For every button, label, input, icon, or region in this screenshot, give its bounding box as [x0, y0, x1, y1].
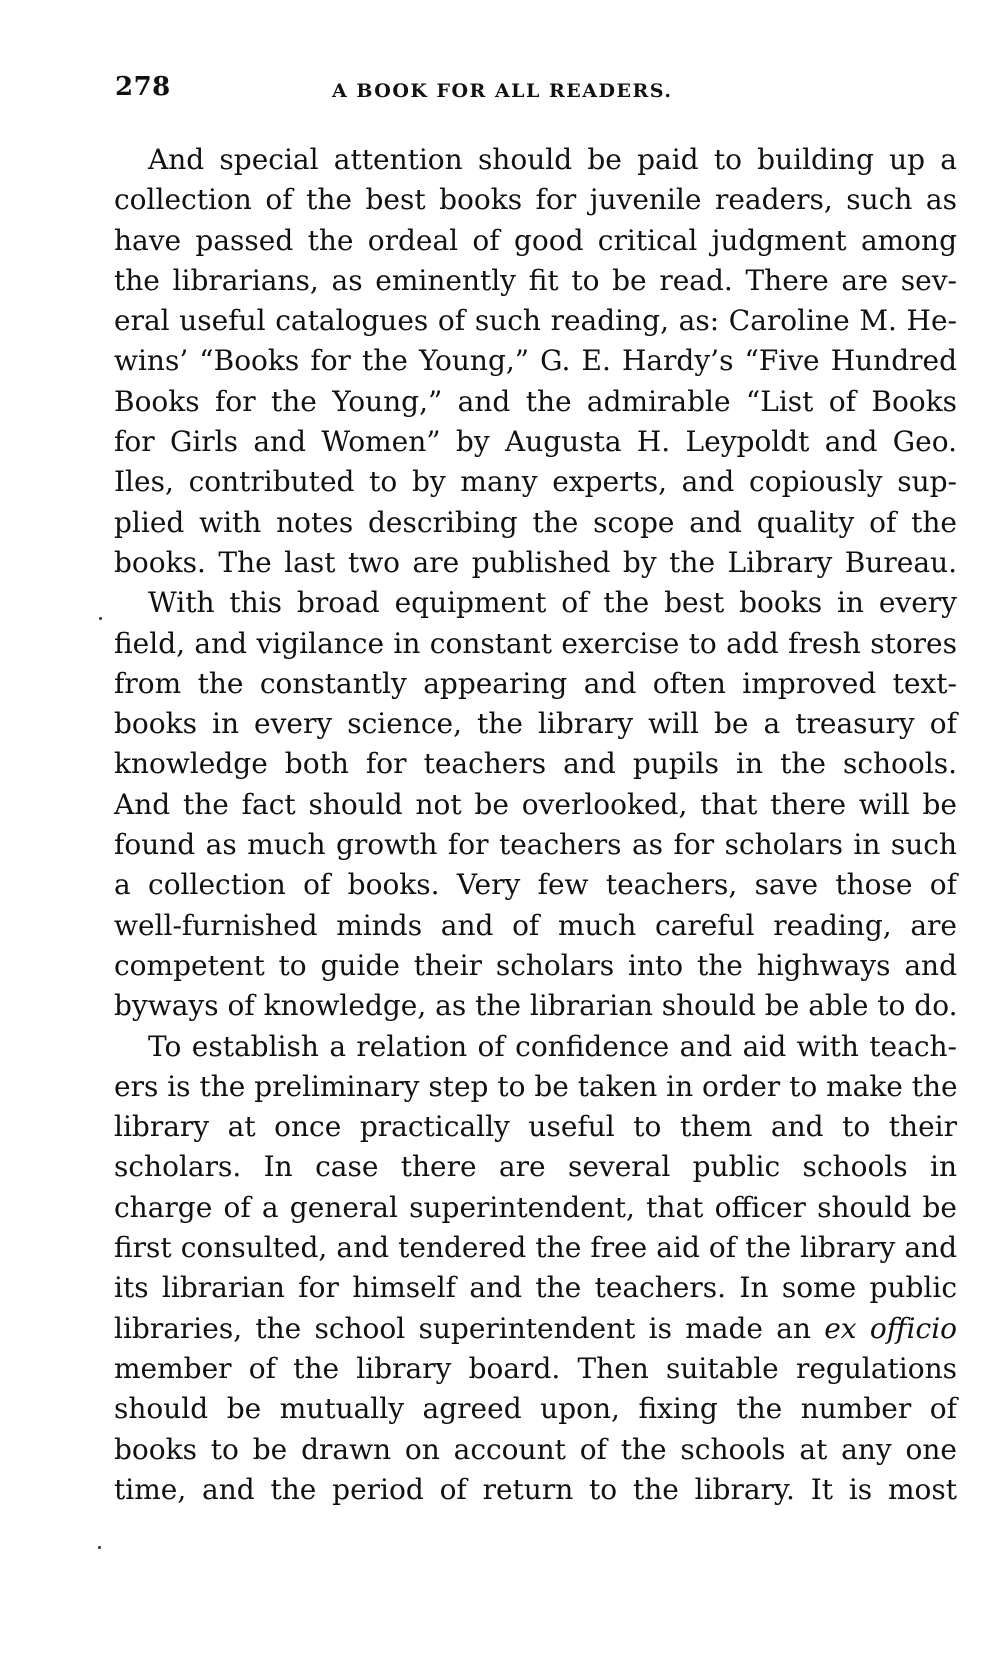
- text-line: books in every science, the library will be a treasury of: [114, 707, 957, 741]
- text-line: library at once practically useful to them and to their: [114, 1110, 957, 1144]
- text-line: books. The last two are published by the Library Bureau.: [114, 545, 957, 579]
- text-line: wins’ “Books for the Young,” G. E. Hardy’s “Five Hundred: [114, 344, 957, 378]
- text-line: books to be drawn on account of the schools at any one: [114, 1432, 957, 1466]
- text-line: first consulted, and tendered the free aid of the library and: [114, 1231, 957, 1265]
- paper-speck: [99, 617, 102, 620]
- text-line: should be mutually agreed upon, fixing the number of: [114, 1392, 957, 1426]
- text-line: charge of a general superintendent, that officer should be: [114, 1190, 957, 1224]
- text-line: a collection of books. Very few teachers, save those of: [114, 868, 957, 902]
- text-line: And the fact should not be overlooked, that there will be: [114, 787, 957, 821]
- text-line: knowledge both for teachers and pupils in the schools.: [114, 747, 957, 781]
- text-line: And special attention should be paid to building up a: [148, 143, 957, 176]
- text-line: found as much growth for teachers as for scholars in such: [114, 828, 957, 862]
- text-line: have passed the ordeal of good critical judgment among: [114, 223, 957, 257]
- text-line: With this broad equipment of the best books in every: [148, 586, 957, 620]
- text-line: from the constantly appearing and often improved text-: [114, 666, 957, 700]
- text-line: member of the library board. Then suitable regulations: [114, 1351, 957, 1385]
- body-text: [114, 140, 957, 1510]
- italic-phrase: ex officio: [824, 1311, 958, 1345]
- text-line: eral useful catalogues of such reading, as: Caroline M. He-: [114, 304, 957, 338]
- text-line: collection of the best books for juvenile readers, such as: [114, 183, 957, 217]
- paper-speck: [98, 1546, 101, 1549]
- running-title: A BOOK FOR ALL READERS.: [332, 80, 673, 102]
- text-line: Books for the Young,” and the admirable “List of Books: [114, 384, 957, 418]
- text-line: time, and the period of return to the library. It is most: [114, 1472, 957, 1506]
- page-number: 278: [115, 72, 171, 102]
- text-line: for Girls and Women” by Augusta H. Leypoldt and Geo.: [114, 425, 957, 459]
- text-line: byways of knowledge, as the librarian should be able to do.: [114, 989, 958, 1023]
- text-line: field, and vigilance in constant exercise to add fresh stores: [114, 626, 957, 660]
- text-line: To establish a relation of confidence and aid with teach-: [148, 1029, 957, 1063]
- text-line: competent to guide their scholars into the highways and: [114, 948, 957, 982]
- text-line-with-italic: [114, 1309, 957, 1349]
- text-line: scholars. In case there are several public schools in: [114, 1150, 957, 1184]
- text-segment: libraries, the school superintendent is made an: [114, 1311, 825, 1345]
- text-line: well-furnished minds and of much careful reading, are: [114, 908, 957, 942]
- text-line: ers is the preliminary step to be taken in order to make the: [114, 1069, 958, 1103]
- text-line: its librarian for himself and the teachers. In some public: [114, 1271, 957, 1305]
- text-line: Iles, contributed to by many experts, and copiously sup-: [114, 465, 957, 499]
- text-line: the librarians, as eminently fit to be read. There are sev-: [114, 263, 957, 297]
- text-line: plied with notes describing the scope and quality of the: [114, 505, 957, 539]
